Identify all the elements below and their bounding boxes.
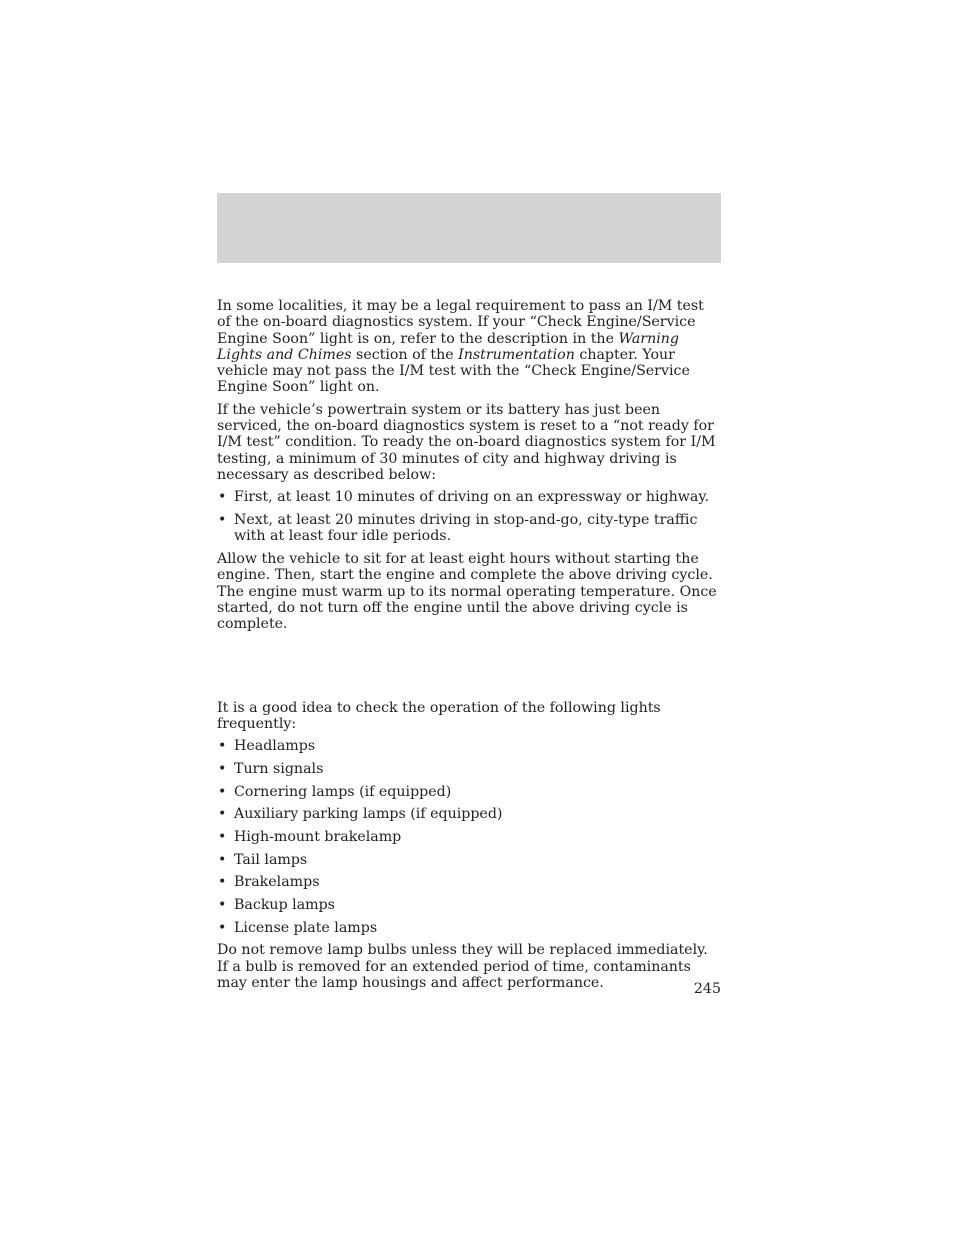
lights-intro: It is a good idea to check the operation of the following lights frequently:: [217, 699, 661, 732]
header-band: [217, 193, 721, 263]
list-item: • Backup lamps: [217, 897, 721, 913]
driving-cycle-list: [217, 489, 721, 544]
list-item: • Turn signals: [217, 761, 721, 777]
instrumentation-reference: Instrumentation: [458, 346, 575, 363]
warning-lights-reference: Warning Lights and Chimes: [217, 330, 679, 363]
list-item: • Headlamps: [217, 738, 721, 754]
intro-text-part: In some localities, it may be a legal requirement to pass an I/M test of the on-board diagnostics system. If your “Check Engine/Service Engine Soon” light is on, refer to the description in the: [217, 298, 704, 347]
list-item: • Brakelamps: [217, 874, 721, 890]
list-item: • High-mount brakelamp: [217, 829, 721, 845]
list-item: • Next, at least 20 minutes driving in stop-and-go, city-type traffic with at least four idle periods.: [217, 512, 721, 545]
list-item: • Auxiliary parking lamps (if equipped): [217, 806, 721, 822]
reset-paragraph: If the vehicle’s powertrain system or its battery has just been serviced, the on-board diagnostics system is reset to a “not ready for I/M test” condition. To ready the on-board diagnostics system for I/M testing, a minimum of 30 minutes of city and highway driving is necessary as described below:: [217, 401, 716, 483]
list-item: • Cornering lamps (if equipped): [217, 784, 721, 800]
list-item: • First, at least 10 minutes of driving on an expressway or highway.: [217, 489, 721, 505]
page-number: 245: [693, 981, 721, 997]
lights-list: [217, 738, 721, 936]
intro-text-part: section of the: [351, 346, 459, 363]
drive-cycle-paragraph: Allow the vehicle to sit for at least eight hours without starting the engine. Then, start the engine and complete the above driving cycle. The engine must warm up to its normal operating temperature. Once started, do not turn off the engine until the above driving cycle is complete.: [217, 551, 717, 633]
list-item: • License plate lamps: [217, 920, 721, 936]
intro-paragraph: [217, 298, 721, 396]
page-content: [217, 298, 721, 991]
lamp-bulb-paragraph: Do not remove lamp bulbs unless they will be replaced immediately. If a bulb is removed for an extended period of time, contaminants may enter the lamp housings and affect performance.: [217, 942, 708, 992]
intro-text-part: chapter. Your vehicle may not pass the I/M test with the “Check Engine/Service Engine Soon” light on.: [217, 346, 690, 396]
list-item: • Tail lamps: [217, 852, 721, 868]
section-gap: [217, 633, 721, 700]
